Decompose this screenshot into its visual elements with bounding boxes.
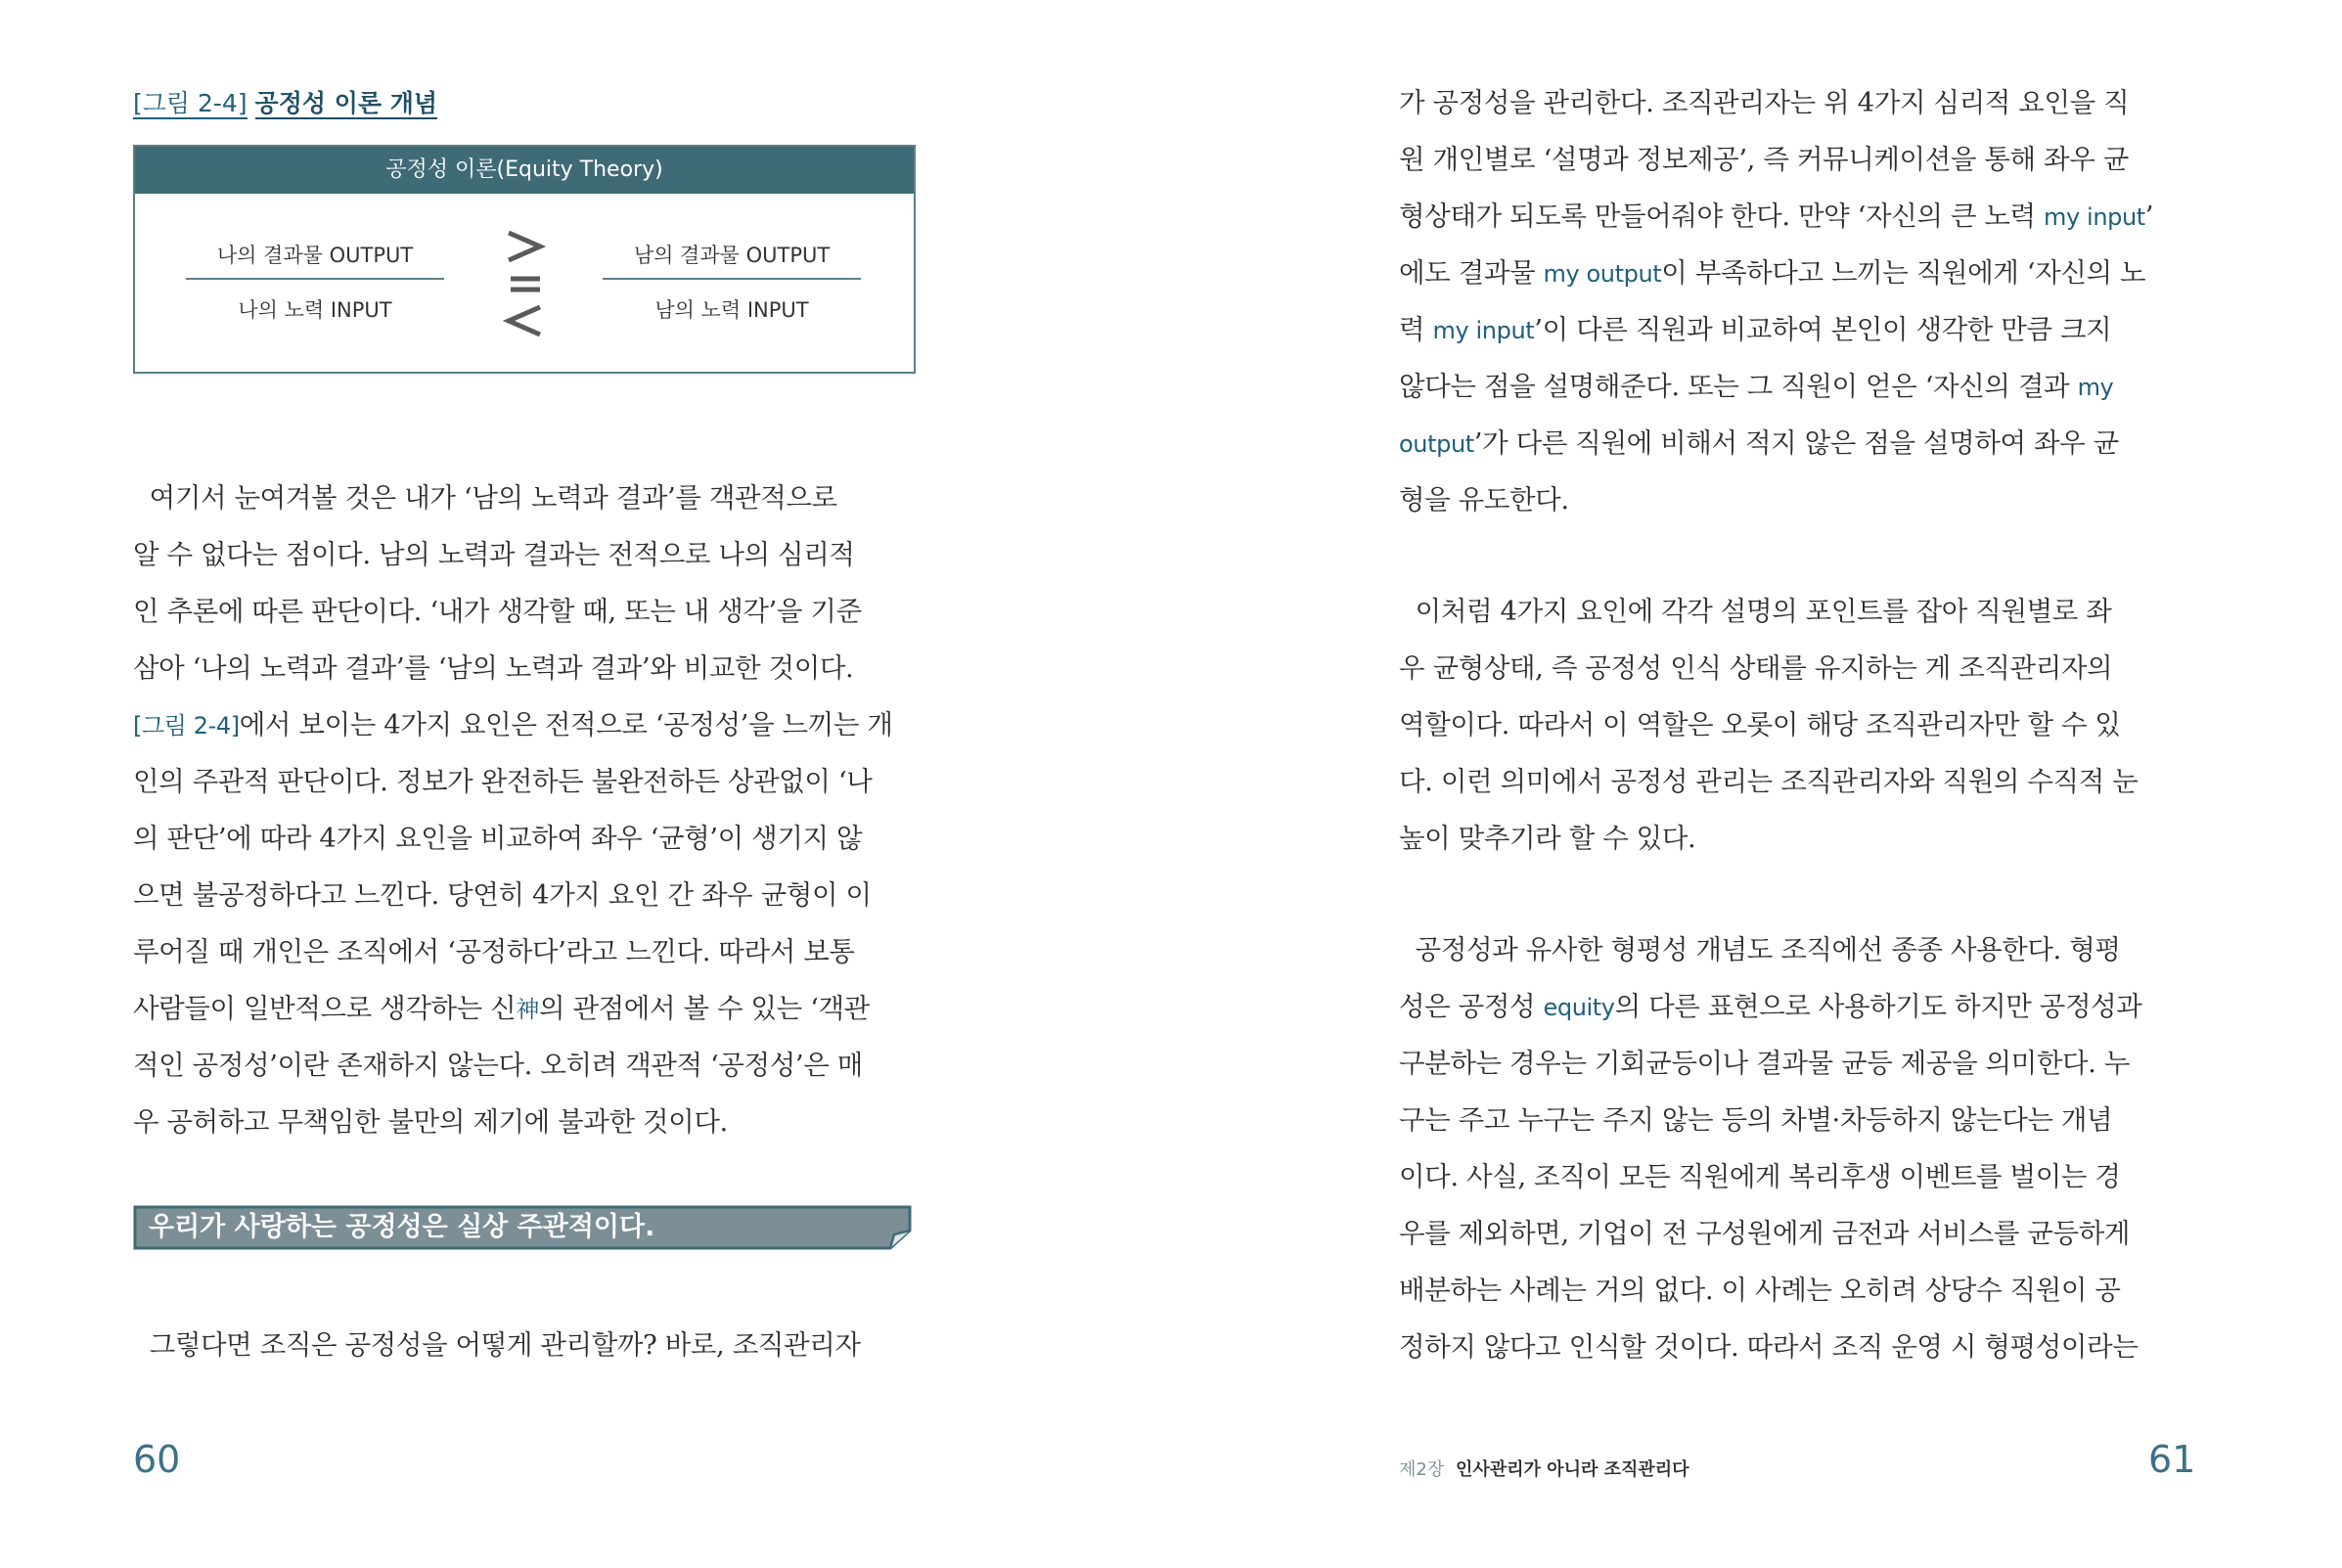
figure-caption: [133, 84, 437, 119]
others-input-label: 남의 노력 INPUT: [654, 298, 809, 322]
text-segment: 에도 결과물: [1399, 257, 1544, 289]
paragraph: [1399, 921, 2182, 1375]
text-segment: 이처럼 4가지 요인에 각각 설명의 포인트를 잡아 직원별로 좌: [1399, 596, 2112, 627]
accent-term: my input: [1432, 317, 1535, 344]
text-segment: 그렇다면 조직은 공정성을 어떻게 관리할까? 바로, 조직관리자: [133, 1329, 861, 1361]
comparison-sign-icon: [501, 225, 550, 342]
accent-term: my output: [1543, 260, 1662, 288]
others-ratio: [603, 237, 861, 329]
text-line: [133, 810, 916, 867]
text-line: [133, 583, 916, 640]
text-segment: 우 균형상태, 즉 공정성 인식 상태를 유지하는 게 조직관리자의: [1399, 652, 2113, 684]
text-segment: 구는 주고 누구는 주지 않는 등의 차별·차등하지 않는다는 개념: [1399, 1104, 2113, 1136]
text-line: [1399, 301, 2182, 358]
accent-term: 神: [516, 996, 539, 1023]
text-line: [1399, 1205, 2182, 1262]
text-line: [1399, 74, 2182, 131]
text-line: [133, 470, 916, 526]
text-segment: 형상태가 되도록 만들어줘야 한다. 만약 ‘자신의 큰 노력: [1399, 201, 2045, 232]
text-line: [133, 1037, 916, 1094]
text-segment: 정하지 않다고 인식할 것이다. 따라서 조직 운영 시 형평성이라는: [1399, 1331, 2139, 1363]
my-ratio: [186, 237, 444, 329]
text-line: [1399, 640, 2182, 696]
text-line: [1399, 921, 2182, 978]
text-line: [133, 526, 916, 583]
text-line: [1399, 1092, 2182, 1148]
text-line: [1399, 471, 2182, 528]
callout-text: 우리가 사랑하는 공정성은 실상 주관적이다.: [149, 1212, 655, 1242]
text-segment: 형을 유도한다.: [1399, 484, 1569, 515]
text-segment: 않다는 점을 설명해준다. 또는 그 직원이 얻은 ‘자신의 결과: [1399, 371, 2078, 402]
figure-title: 공정성 이론 개념: [254, 89, 438, 117]
text-line: [133, 980, 916, 1037]
chapter-number: 제2장: [1399, 1459, 1445, 1480]
text-line: [1399, 358, 2182, 415]
text-segment: 삼아 ‘나의 노력과 결과’를 ‘남의 노력과 결과’와 비교한 것이다.: [133, 652, 854, 684]
text-line: [133, 1094, 916, 1150]
text-line: [1399, 583, 2182, 640]
text-segment: 인의 주관적 판단이다. 정보가 완전하든 불완전하든 상관없이 ‘나: [133, 766, 873, 797]
text-segment: 으면 불공정하다고 느낀다. 당연히 4가지 요인 간 좌우 균형이 이: [133, 879, 872, 911]
text-segment: 인 추론에 따른 판단이다. ‘내가 생각할 때, 또는 내 생각’을 기준: [133, 596, 862, 627]
page-number: 60: [133, 1438, 181, 1481]
text-segment: 공정성과 유사한 형평성 개념도 조직에선 종종 사용한다. 형평: [1399, 934, 2121, 965]
accent-term: equity: [1543, 994, 1615, 1021]
text-line: [133, 923, 916, 980]
others-output-label: 남의 결과물 OUTPUT: [633, 244, 831, 267]
text-segment: 알 수 없다는 점이다. 남의 노력과 결과는 전적으로 나의 심리적: [133, 539, 855, 570]
text-line: [133, 753, 916, 810]
text-line: [133, 867, 916, 923]
my-output-label: 나의 결과물 OUTPUT: [216, 244, 414, 267]
accent-term: output: [1399, 430, 1474, 458]
text-line: [1399, 696, 2182, 753]
text-segment: 높이 맞추기라 할 수 있다.: [1399, 823, 1696, 854]
text-segment: 의 판단’에 따라 4가지 요인을 비교하여 좌우 ‘균형’이 생기지 않: [133, 823, 863, 854]
text-segment: 우 공허하고 무책임한 불만의 제기에 불과한 것이다.: [133, 1106, 728, 1138]
text-line: [1399, 188, 2182, 245]
text-segment: 사람들이 일반적으로 생각하는 신: [133, 993, 517, 1024]
callout-banner: [131, 1205, 914, 1250]
text-line: [1399, 1262, 2182, 1319]
text-segment: 력: [1399, 314, 1433, 345]
text-segment: 성은 공정성: [1399, 991, 1544, 1022]
text-segment: 루어질 때 개인은 조직에서 ‘공정하다’라고 느낀다. 따라서 보통: [133, 936, 855, 967]
page-number: 61: [2148, 1438, 2196, 1481]
text-line: [1399, 753, 2182, 810]
text-line: [133, 696, 916, 753]
paragraph: [1399, 583, 2182, 867]
my-input-label: 나의 노력 INPUT: [238, 298, 392, 322]
text-segment: 원 개인별로 ‘설명과 정보제공’, 즉 커뮤니케이션을 통해 좌우 균: [1399, 144, 2129, 175]
text-line: [1399, 1319, 2182, 1375]
text-segment: ’가 다른 직원에 비해서 적지 않은 점을 설명하여 좌우 균: [1473, 427, 2119, 459]
text-segment: 에서 보이는 4가지 요인은 전적으로 ‘공정성’을 느끼는 개: [239, 709, 893, 740]
equity-theory-diagram: [133, 145, 916, 374]
text-line: [1399, 810, 2182, 867]
text-segment: 우를 제외하면, 기업이 전 구성원에게 금전과 서비스를 균등하게: [1399, 1218, 2131, 1249]
text-segment: ’이 다른 직원과 비교하여 본인이 생각한 만큼 크지: [1534, 314, 2112, 345]
text-line: [133, 640, 916, 696]
diagram-header: 공정성 이론(Equity Theory): [135, 147, 914, 194]
chapter-title: 인사관리가 아니라 조직관리다: [1455, 1459, 1689, 1480]
running-header: [1399, 1456, 1689, 1481]
accent-term: [그림 2-4]: [133, 712, 240, 739]
text-line: [1399, 415, 2182, 471]
text-segment: 다. 이런 의미에서 공정성 관리는 조직관리자와 직원의 수직적 눈: [1399, 766, 2139, 797]
text-segment: 의 다른 표현으로 사용하기도 하지만 공정성과: [1614, 991, 2142, 1022]
text-line: [1399, 245, 2182, 301]
text-segment: 이다. 사실, 조직이 모든 직원에게 복리후생 이벤트를 벌이는 경: [1399, 1161, 2121, 1192]
text-segment: 의 관점에서 볼 수 있는 ‘객관: [538, 993, 870, 1024]
text-segment: 여기서 눈여겨볼 것은 내가 ‘남의 노력과 결과’를 객관적으로: [133, 482, 837, 514]
text-segment: 배분하는 사례는 거의 없다. 이 사례는 오히려 상당수 직원이 공: [1399, 1275, 2121, 1306]
fraction-bar: [186, 278, 444, 280]
accent-term: my input: [2044, 203, 2145, 231]
paragraph: [1399, 74, 2182, 528]
text-line: [1399, 978, 2182, 1035]
text-line: [1399, 1148, 2182, 1205]
text-segment: 적인 공정성’이란 존재하지 않는다. 오히려 객관적 ‘공정성’은 매: [133, 1050, 863, 1081]
accent-term: my: [2077, 374, 2114, 401]
text-segment: 구분하는 경우는 기회균등이나 결과물 균등 제공을 의미한다. 누: [1399, 1048, 2131, 1079]
text-line: [1399, 1035, 2182, 1092]
text-segment: 역할이다. 따라서 이 역할은 오롯이 해당 조직관리자만 할 수 있: [1399, 709, 2121, 740]
text-line: [133, 1317, 916, 1373]
fraction-bar: [603, 278, 861, 280]
paragraph: [133, 470, 916, 1150]
paragraph: [133, 1317, 916, 1373]
figure-ref: [그림 2-4]: [133, 89, 248, 117]
text-line: [1399, 131, 2182, 188]
text-segment: ’: [2144, 201, 2154, 232]
text-segment: 가 공정성을 관리한다. 조직관리자는 위 4가지 심리적 요인을 직: [1399, 87, 2130, 118]
text-segment: 이 부족하다고 느끼는 직원에게 ‘자신의 노: [1661, 257, 2146, 289]
